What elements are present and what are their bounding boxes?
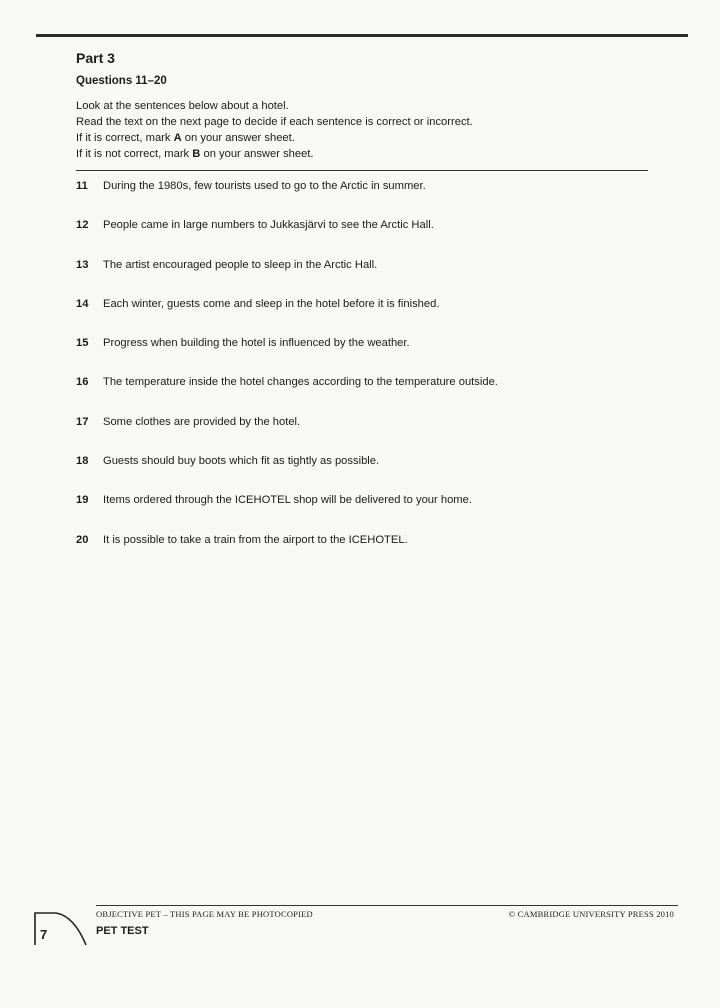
question-number: 14 xyxy=(76,297,89,310)
question-item xyxy=(76,219,676,258)
top-rule xyxy=(36,34,688,37)
option-b: B xyxy=(192,148,201,160)
question-item xyxy=(76,534,676,573)
section-divider xyxy=(76,170,648,171)
photocopy-notice: OBJECTIVE PET – THIS PAGE MAY BE PHOTOCOPIED xyxy=(96,909,313,919)
question-number: 20 xyxy=(76,533,89,546)
questions-range: Questions 11–20 xyxy=(76,75,167,87)
question-item xyxy=(76,259,676,298)
question-text: Items ordered through the ICEHOTEL shop will be delivered to your home. xyxy=(103,494,472,507)
question-text: Some clothes are provided by the hotel. xyxy=(103,415,301,428)
copyright-notice: © CAMBRIDGE UNIVERSITY PRESS 2010 xyxy=(508,909,674,919)
question-item xyxy=(76,455,676,494)
instruction-line: Look at the sentences below about a hotel. xyxy=(76,100,289,112)
page-number: 7 xyxy=(40,927,48,942)
question-number: 12 xyxy=(76,219,89,232)
question-item xyxy=(76,180,676,219)
question-item xyxy=(76,416,676,455)
question-text: The temperature inside the hotel changes according to the temperature outside. xyxy=(103,376,498,389)
question-item xyxy=(76,298,676,337)
question-text: Progress when building the hotel is influenced by the weather. xyxy=(103,337,410,350)
question-number: 13 xyxy=(76,258,89,271)
question-item xyxy=(76,376,676,415)
option-a: A xyxy=(173,132,182,144)
question-list xyxy=(76,180,676,573)
question-number: 18 xyxy=(76,455,89,468)
question-number: 17 xyxy=(76,415,89,428)
question-item xyxy=(76,494,676,533)
question-number: 11 xyxy=(76,180,88,192)
test-label: PET TEST xyxy=(96,925,149,937)
part-title: Part 3 xyxy=(76,50,115,66)
question-item xyxy=(76,337,676,376)
question-number: 15 xyxy=(76,337,89,350)
question-text: People came in large numbers to Jukkasjärvi to see the Arctic Hall. xyxy=(103,219,434,232)
instruction-line: Read the text on the next page to decide if each sentence is correct or incorrect. xyxy=(76,116,473,128)
instructions xyxy=(76,98,656,162)
question-text: Guests should buy boots which fit as tightly as possible. xyxy=(103,455,380,468)
question-text: During the 1980s, few tourists used to go to the Arctic in summer. xyxy=(103,180,426,192)
question-text: It is possible to take a train from the airport to the ICEHOTEL. xyxy=(103,533,408,546)
question-number: 19 xyxy=(76,494,89,507)
instruction-line: If it is not correct, mark B on your answer sheet. xyxy=(76,148,314,160)
footer-rule xyxy=(96,905,678,906)
question-text: The artist encouraged people to sleep in the Arctic Hall. xyxy=(103,258,378,271)
question-number: 16 xyxy=(76,376,89,389)
question-text: Each winter, guests come and sleep in the hotel before it is finished. xyxy=(103,297,440,310)
instruction-line: If it is correct, mark A on your answer sheet. xyxy=(76,132,295,144)
